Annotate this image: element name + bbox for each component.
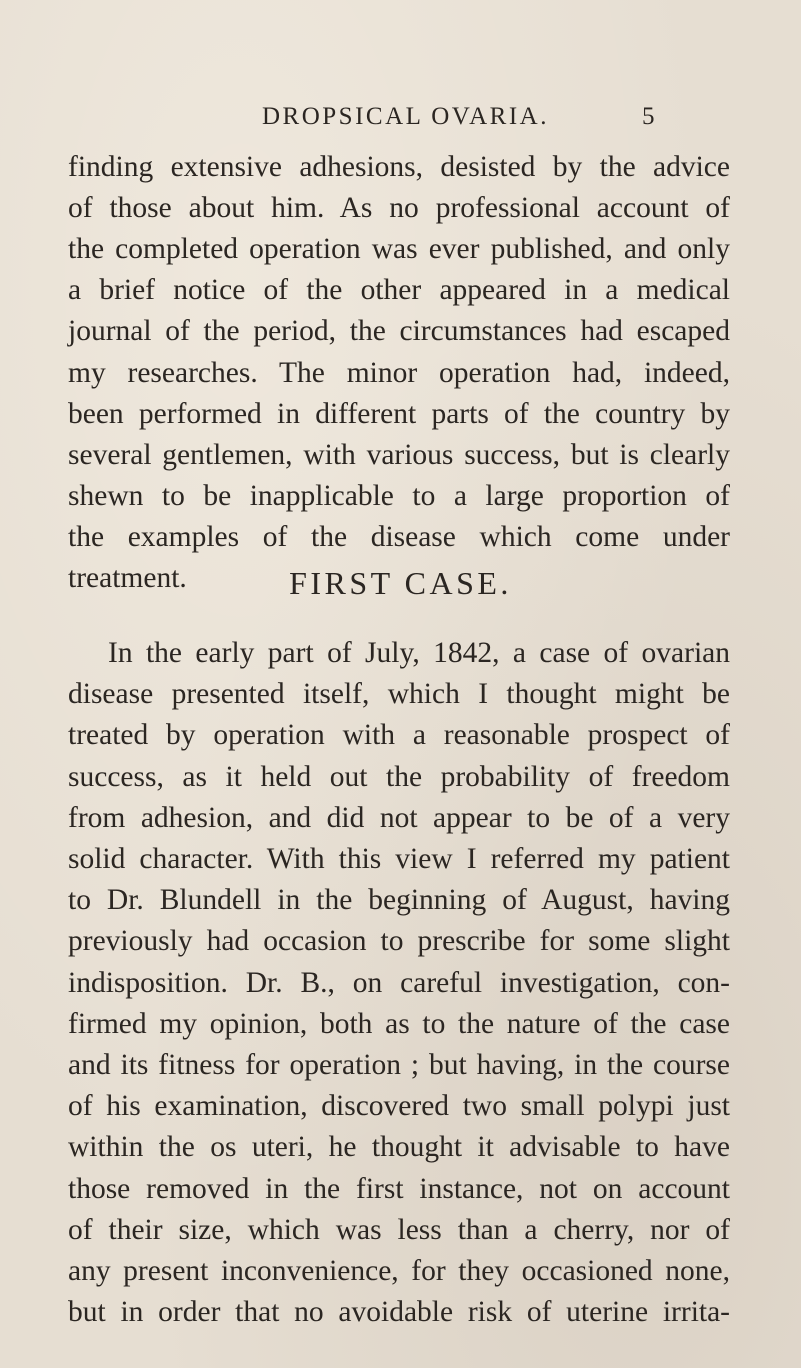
text-line: the examples of the disease which come under (68, 520, 730, 553)
running-title: DROPSICAL OVARIA. (262, 103, 549, 130)
text-line: any present inconvenience, for they occasioned none, (68, 1255, 730, 1287)
text-line: treatment. (68, 562, 187, 594)
text-line: finding extensive adhesions, desisted by the advice (68, 151, 730, 183)
text-line: of their size, which was less than a cherry, nor of (68, 1213, 730, 1246)
text-line: and its fitness for operation ; but having, in the course (68, 1049, 730, 1081)
text-line: the completed operation was ever published, and only (68, 233, 730, 266)
text-line: to Dr. Blundell in the beginning of August, having (68, 884, 730, 917)
text-line: success, as it held out the probability of freedom (68, 760, 730, 793)
text-line: a brief notice of the other appeared in a medical (68, 274, 730, 307)
text-line: but in order that no avoidable risk of uterine irrita- (68, 1296, 730, 1329)
text-line: of his examination, discovered two small polypi just (68, 1090, 730, 1123)
page-number: 5 (642, 103, 655, 130)
text-line: my researches. The minor operation had, indeed, (68, 356, 730, 389)
text-line: solid character. With this view I referred my patient (68, 843, 730, 875)
text-line: In the early part of July, 1842, a case of ovarian (108, 637, 730, 669)
text-line: firmed my opinion, both as to the nature of the case (68, 1007, 730, 1040)
text-line: shewn to be inapplicable to a large proportion of (68, 479, 730, 512)
text-line: several gentlemen, with various success, but is clearly (68, 438, 730, 471)
section-heading: FIRST CASE. (289, 565, 512, 601)
text-line: treated by operation with a reasonable prospect of (68, 719, 730, 752)
text-line: disease presented itself, which I thought might be (68, 678, 730, 711)
text-line: those removed in the first instance, not on account (68, 1172, 730, 1205)
running-head (0, 103, 801, 139)
text-line: of those about him. As no professional account of (68, 192, 730, 225)
text-line: been performed in different parts of the country by (68, 397, 730, 430)
text-line: journal of the period, the circumstances had escaped (68, 315, 730, 348)
text-line: from adhesion, and did not appear to be of a very (68, 801, 730, 834)
text-line: within the os uteri, he thought it advisable to have (68, 1131, 730, 1164)
text-line: indisposition. Dr. B., on careful investigation, con- (68, 966, 730, 999)
text-line: previously had occasion to prescribe for some slight (68, 925, 730, 958)
